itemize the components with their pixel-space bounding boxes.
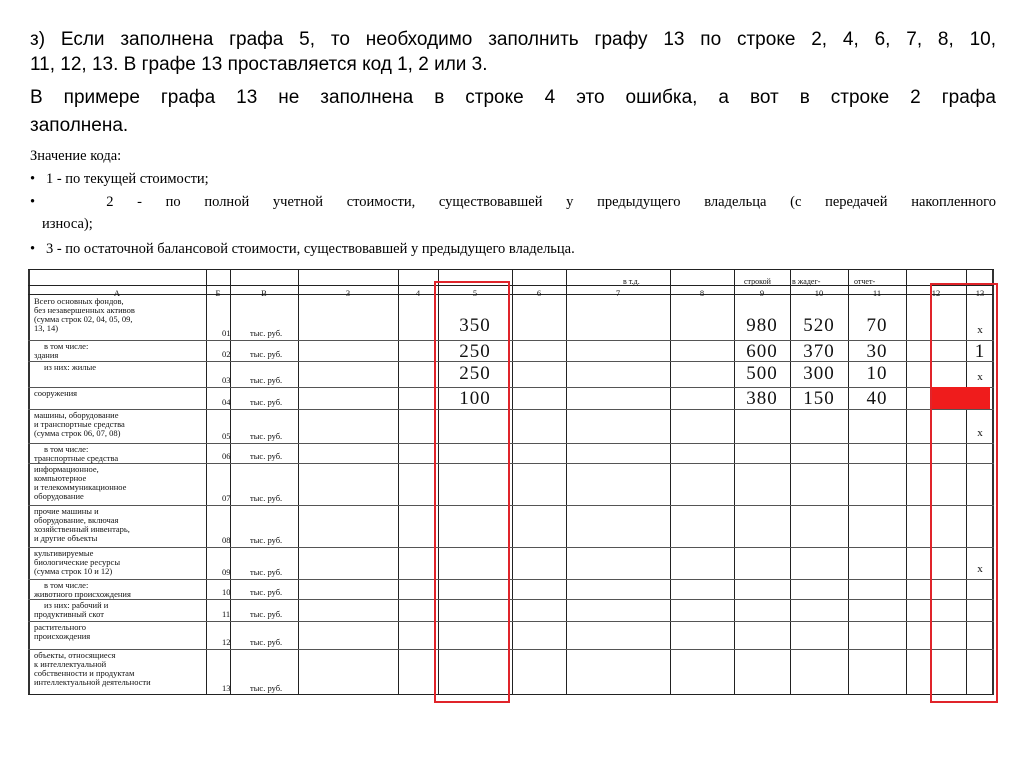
row-label: объекты, относящиеся — [34, 650, 116, 660]
row-label: к интеллектуальной — [34, 659, 107, 669]
column-5-highlight — [434, 281, 510, 703]
row-label: Всего основных фондов, — [34, 296, 124, 306]
row-label: из них: жилые — [44, 362, 97, 372]
column-header-11: 11 — [872, 288, 882, 298]
row-code: 11 — [222, 609, 231, 619]
row-unit: тыс. руб. — [250, 567, 283, 577]
column-header-6: 6 — [536, 288, 542, 298]
row-code: 13 — [222, 683, 231, 693]
row-label: интеллектуальной деятельности — [34, 677, 151, 687]
row-label: машины, оборудование — [34, 410, 119, 420]
row-label: культивируемые — [34, 548, 94, 558]
row-label: оборудование — [34, 491, 84, 501]
table-row-divider — [28, 599, 994, 600]
row-label: здания — [34, 350, 59, 360]
value-col-11: 10 — [866, 363, 888, 384]
row-code: 04 — [222, 397, 231, 407]
row-code: 03 — [222, 375, 231, 385]
value-col-10: 300 — [803, 363, 835, 384]
table-header-line — [28, 285, 994, 286]
value-col-10: 150 — [803, 388, 835, 409]
row-label: собственности и продуктам — [34, 668, 135, 678]
row-label: и транспортные средства — [34, 419, 125, 429]
row-label: в том числе: — [44, 580, 89, 590]
table-col-divider — [906, 269, 907, 695]
row-label: и другие объекты — [34, 533, 98, 543]
table-row-divider — [28, 463, 994, 464]
row-unit: тыс. руб. — [250, 637, 283, 647]
row-unit: тыс. руб. — [250, 349, 283, 359]
header-fragment: в т.д. — [623, 277, 640, 286]
table-col-divider — [670, 269, 671, 695]
column-header-А: А — [113, 288, 121, 298]
row-label: информационное, — [34, 464, 99, 474]
table-col-divider — [398, 269, 399, 695]
table-border-left — [28, 269, 30, 695]
row-unit: тыс. руб. — [250, 375, 283, 385]
row-code: 05 — [222, 431, 231, 441]
table-row-divider — [28, 621, 994, 622]
value-col-10: 520 — [803, 315, 835, 336]
row-label: продуктивный скот — [34, 609, 104, 619]
bullet-3 — [30, 240, 575, 258]
value-col-5: 100 — [459, 388, 491, 409]
row-label: биологические ресурсы — [34, 557, 121, 567]
value-col-13: x — [977, 371, 983, 383]
row-unit: тыс. руб. — [250, 587, 283, 597]
row-code: 10 — [222, 587, 231, 597]
row-label: без незавершенных активов — [34, 305, 135, 315]
row-unit: тыс. руб. — [250, 328, 283, 338]
value-col-13: x — [977, 324, 983, 336]
row-label: транспортные средства — [34, 453, 119, 463]
row-label: животного происхождения — [34, 589, 131, 599]
value-col-11: 70 — [866, 315, 888, 336]
row-code: 01 — [222, 328, 231, 338]
value-col-5: 250 — [459, 363, 491, 384]
column-header-В: В — [261, 288, 267, 298]
bullet-3-text: 3 - по остаточной балансовой стоимости, существовавшей у предыдущего владельца. — [45, 241, 575, 257]
fixed-assets-form-table — [28, 269, 994, 695]
bullet-2-text: 2 - по полной учетной стоимости, существовавшей у предыдущего владельца (с передачей накопленного — [106, 194, 996, 210]
row-label: в том числе: — [44, 444, 89, 454]
table-row-divider — [28, 649, 994, 650]
row-unit: тыс. руб. — [250, 451, 283, 461]
row-label: из них: рабочий и — [44, 600, 109, 610]
row-code: 08 — [222, 535, 231, 545]
row-code: 09 — [222, 567, 231, 577]
column-header-10: 10 — [814, 288, 824, 298]
row-unit: тыс. руб. — [250, 493, 283, 503]
row-unit: тыс. руб. — [250, 397, 283, 407]
column-header-9: 9 — [759, 288, 765, 298]
row-code: 02 — [222, 349, 231, 359]
row-code: 06 — [222, 451, 231, 461]
column-header-13: 13 — [975, 288, 985, 298]
column-13-highlight — [930, 283, 998, 703]
row-label: и телекоммуникационное — [34, 482, 127, 492]
row-label: происхождения — [34, 631, 91, 641]
row-label: (сумма строк 06, 07, 08) — [34, 428, 121, 438]
value-col-11: 40 — [866, 388, 888, 409]
value-col-10: 370 — [803, 341, 835, 362]
table-border-bottom — [28, 694, 994, 695]
row-label: сооружения — [34, 388, 78, 398]
column-header-4: 4 — [415, 288, 421, 298]
header-fragment: отчет- — [854, 277, 876, 286]
column-header-5: 5 — [472, 288, 478, 298]
code-heading: Значение кода: — [30, 148, 122, 164]
bullet-1-text: 1 - по текущей стоимости; — [45, 171, 209, 187]
table-row-divider — [28, 547, 994, 548]
column-header-3: 3 — [345, 288, 351, 298]
header-fragment: в жадег- — [792, 277, 821, 286]
table-col-divider — [206, 269, 207, 695]
value-col-13: x — [977, 427, 983, 439]
bullet-1 — [30, 170, 209, 188]
row-label: компьютерное — [34, 473, 87, 483]
column-header-12: 12 — [931, 288, 941, 298]
row-unit: тыс. руб. — [250, 431, 283, 441]
instruction-line-1: з) Если заполнена графа 5, то необходимо заполнить графу 13 по строке 2, 4, 6, 7, 8, 10, — [30, 29, 996, 50]
instruction-line-2: 11, 12, 13. В графе 13 проставляется код 1, 2 или 3. — [30, 54, 488, 75]
value-col-9: 980 — [746, 315, 778, 336]
row-label: (сумма строк 02, 04, 05, 09, — [34, 314, 133, 324]
bullet-icon: • — [30, 171, 36, 187]
table-col-divider — [298, 269, 299, 695]
row-label: хозяйственный инвентарь, — [34, 524, 130, 534]
row-label: оборудование, включая — [34, 515, 119, 525]
value-col-9: 600 — [746, 341, 778, 362]
table-row-divider — [28, 505, 994, 506]
column-header-7: 7 — [615, 288, 621, 298]
table-col-divider — [512, 269, 513, 695]
table-col-divider — [566, 269, 567, 695]
table-header-line-top — [28, 269, 994, 270]
column-header-8: 8 — [699, 288, 705, 298]
row-label: растительного — [34, 622, 86, 632]
row-label: прочие машины и — [34, 506, 99, 516]
bullet-2 — [30, 193, 996, 211]
value-col-13: x — [977, 563, 983, 575]
value-col-5: 250 — [459, 341, 491, 362]
value-col-9: 500 — [746, 363, 778, 384]
row-label: 13, 14) — [34, 323, 59, 333]
value-col-11: 30 — [866, 341, 888, 362]
row-code: 07 — [222, 493, 231, 503]
table-row-divider — [28, 579, 994, 580]
bullet-icon: • — [30, 241, 36, 257]
example-line-2: заполнена. — [30, 115, 129, 136]
row-unit: тыс. руб. — [250, 535, 283, 545]
example-line-1: В примере графа 13 не заполнена в строке 4 это ошибка, а вот в строке 2 графа — [30, 87, 996, 108]
row-label: (сумма строк 10 и 12) — [34, 566, 113, 576]
value-col-9: 380 — [746, 388, 778, 409]
header-fragment: строкой — [744, 277, 771, 286]
row-label: в том числе: — [44, 341, 89, 351]
table-row-divider — [28, 443, 994, 444]
value-col-5: 350 — [459, 315, 491, 336]
value-col-13: 1 — [974, 341, 986, 362]
row-unit: тыс. руб. — [250, 609, 283, 619]
row-unit: тыс. руб. — [250, 683, 283, 693]
bullet-2-cont: износа); — [42, 216, 93, 232]
row-code: 12 — [222, 637, 231, 647]
bullet-icon: • — [30, 194, 36, 210]
column-header-Б: Б — [215, 288, 221, 298]
